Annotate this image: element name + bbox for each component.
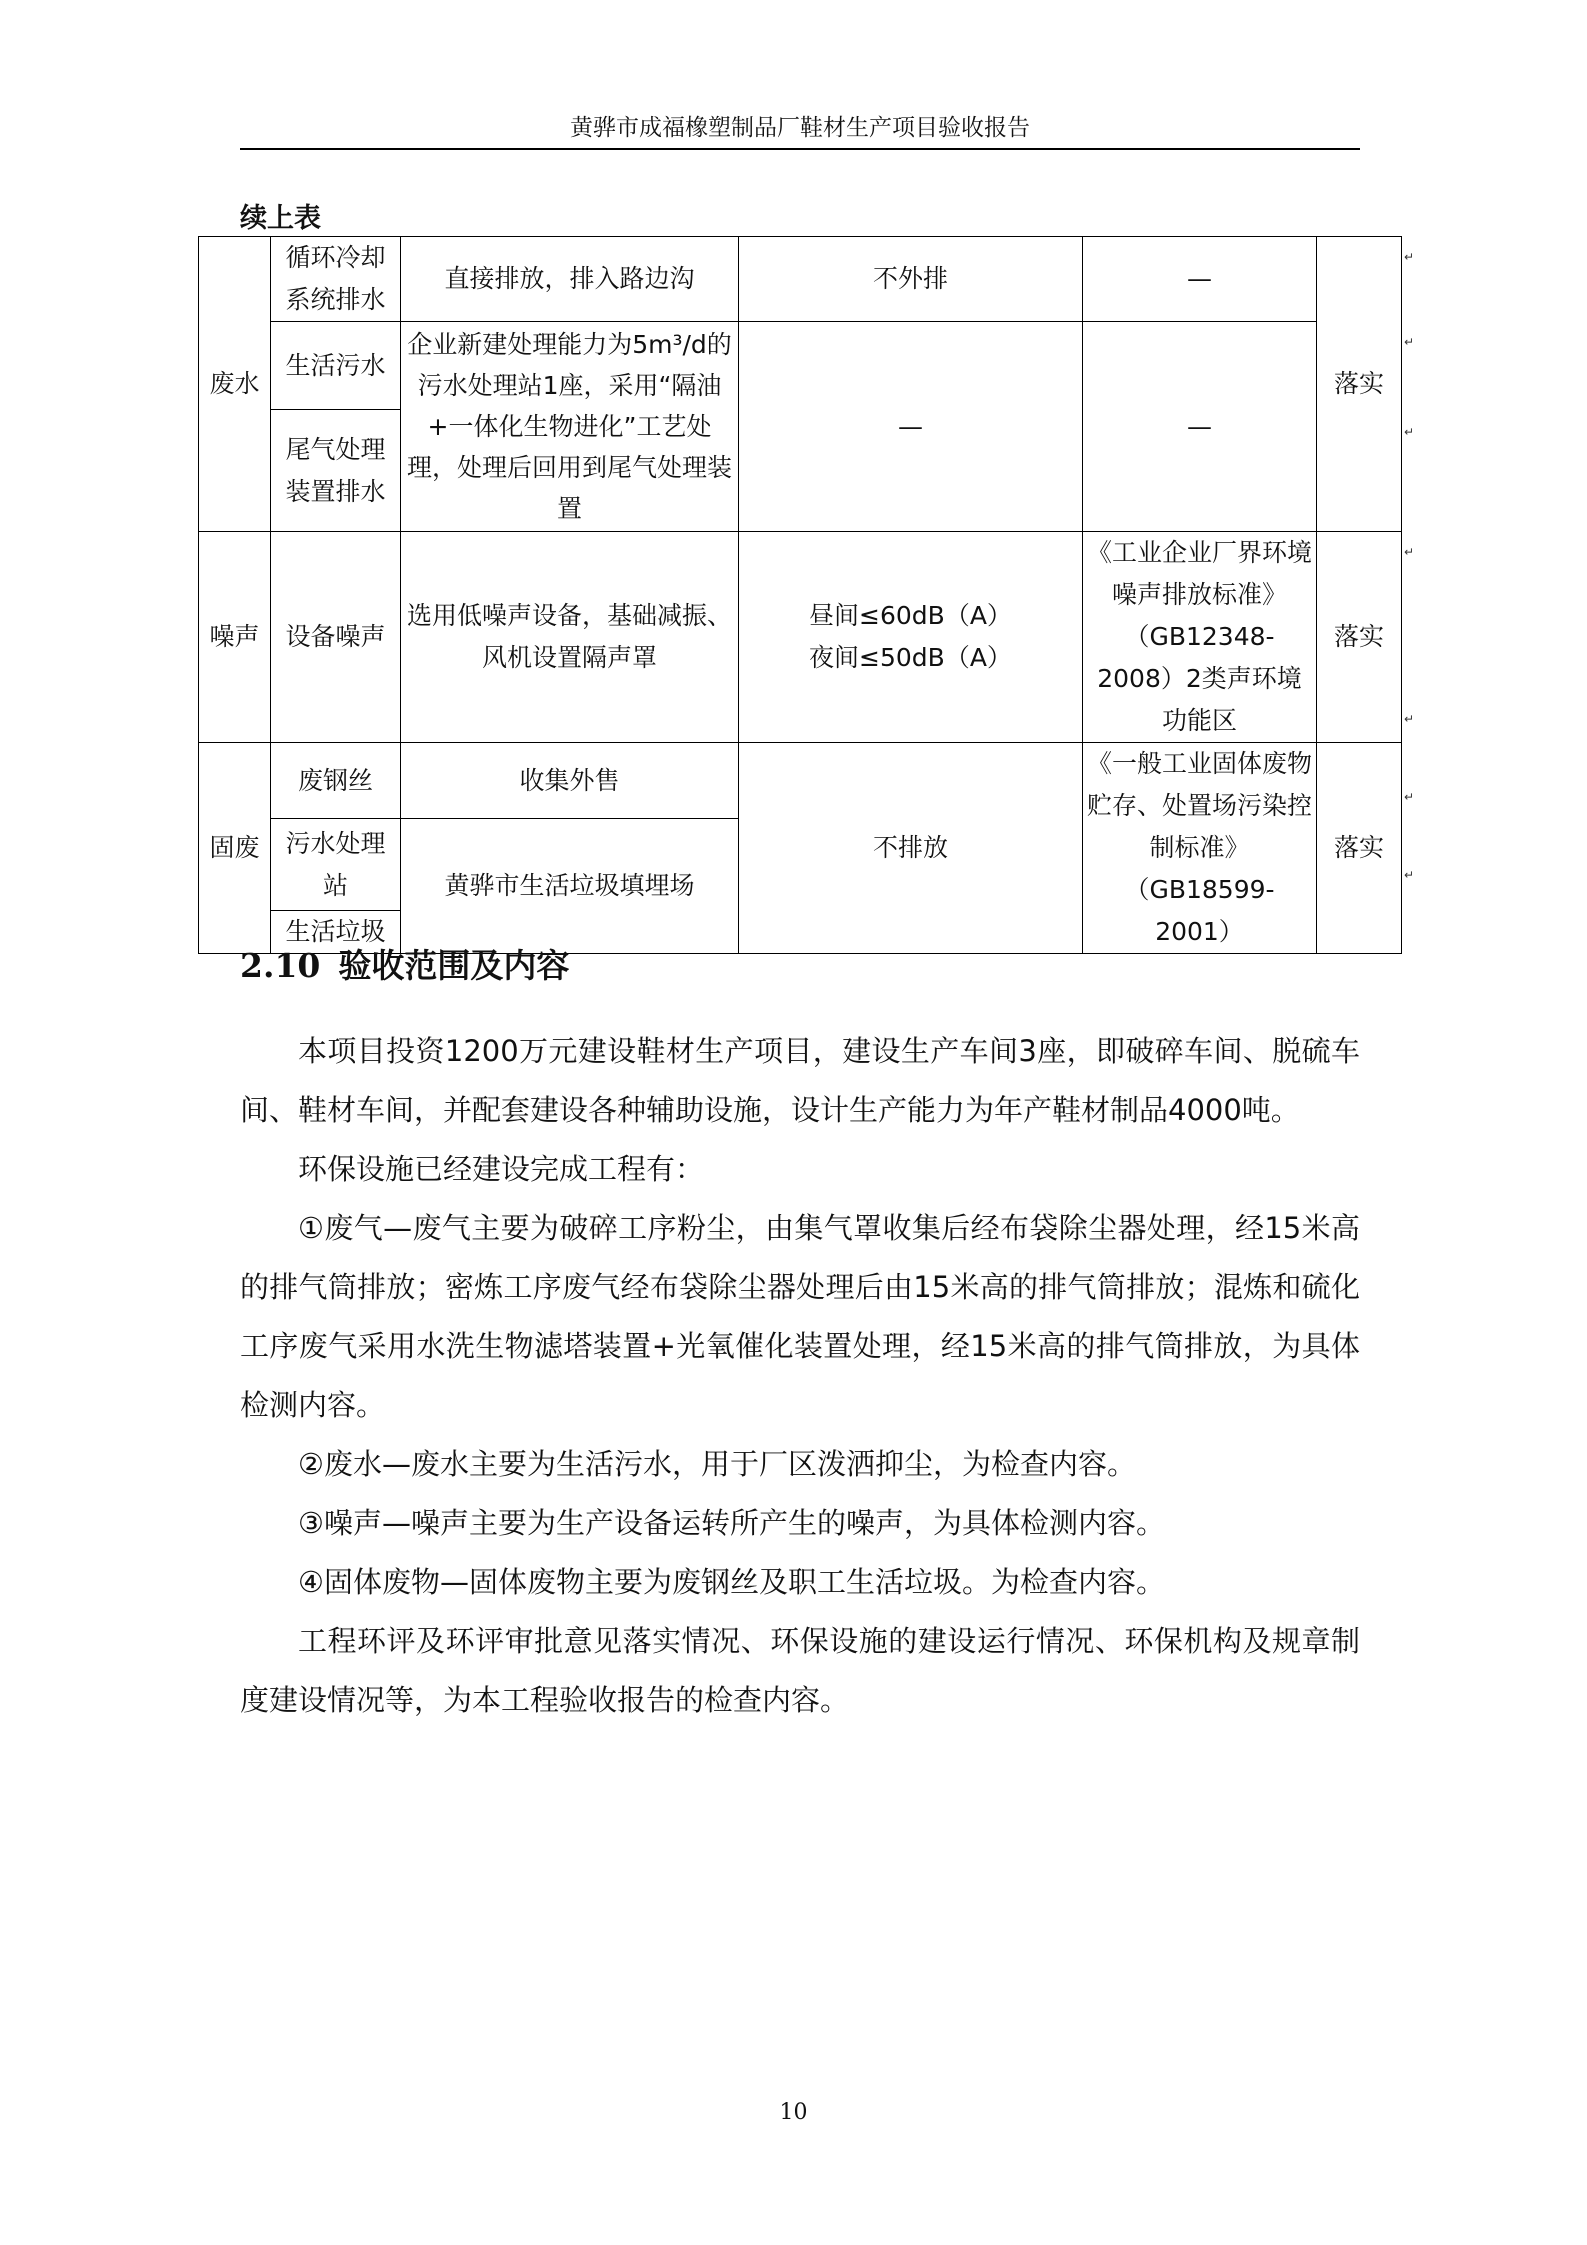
paragraph: 环保设施已经建设完成工程有： — [298, 1152, 705, 1186]
page-number: 10 — [779, 2100, 808, 2125]
paragraph-mark-icon: ↵ — [1404, 790, 1415, 804]
section-heading — [240, 940, 569, 987]
paragraph: 工程环评及环评审批意见落实情况、环保设施的建设运行情况、环保机构及规章制度建设情况等，为本工程验收报告的检查内容。 — [240, 1624, 1360, 1717]
section-body — [240, 1022, 1360, 1730]
paragraph: ③噪声—噪声主要为生产设备运转所产生的噪声，为具体检测内容。 — [298, 1506, 1165, 1540]
item-cell: 循环冷却系统排水 — [271, 237, 401, 322]
standard-cell: — — [1083, 237, 1317, 322]
status-cell: 落实 — [1317, 532, 1402, 743]
measure-cell: 选用低噪声设备，基础减振、风机设置隔声罩 — [401, 532, 739, 743]
category-cell: 固废 — [199, 743, 271, 954]
item-cell: 生活垃圾 — [271, 911, 401, 954]
item-cell: 设备噪声 — [271, 532, 401, 743]
standard-cell: 《工业企业厂界环境噪声排放标准》（GB12348-2008）2类声环境功能区 — [1083, 532, 1317, 743]
table-row — [199, 743, 1402, 819]
table-row — [199, 322, 1402, 410]
paragraph: ①废气—废气主要为破碎工序粉尘，由集气罩收集后经布袋除尘器处理，经15米高的排气筒排放；密炼工序废气经布袋除尘器处理后由15米高的排气筒排放；混炼和硫化工序废气采用水洗生物滤塔装置+光氧催化装置处理，经15米高的排气筒排放，为具体检测内容。 — [240, 1211, 1360, 1422]
header-rule — [240, 148, 1360, 150]
paragraph-mark-icon: ↵ — [1404, 250, 1415, 264]
item-cell: 废钢丝 — [271, 743, 401, 819]
measure-cell: 企业新建处理能力为5m³/d的污水处理站1座，采用“隔油+一体化生物进化”工艺处理，处理后回用到尾气处理装置 — [401, 322, 739, 532]
item-cell: 污水处理站 — [271, 819, 401, 911]
paragraph-mark-icon: ↵ — [1404, 545, 1415, 559]
category-cell: 废水 — [199, 237, 271, 532]
item-cell: 尾气处理装置排水 — [271, 410, 401, 532]
table-row — [199, 237, 1402, 322]
measure-cell: 黄骅市生活垃圾填埋场 — [401, 819, 739, 954]
paragraph: 本项目投资1200万元建设鞋材生产项目，建设生产车间3座，即破碎车间、脱硫车间、鞋材车间，并配套建设各种辅助设施，设计生产能力为年产鞋材制品4000吨。 — [240, 1034, 1360, 1127]
measure-cell: 收集外售 — [401, 743, 739, 819]
paragraph: ④固体废物—固体废物主要为废钢丝及职工生活垃圾。为检查内容。 — [298, 1565, 1165, 1599]
table-continued-label: 续上表 — [240, 203, 321, 234]
paragraph: ②废水—废水主要为生活污水，用于厂区泼洒抑尘，为检查内容。 — [298, 1447, 1136, 1481]
running-header: 黄骅市成福橡塑制品厂鞋材生产项目验收报告 — [570, 115, 1030, 141]
table-row — [199, 532, 1402, 743]
paragraph-mark-icon: ↵ — [1404, 868, 1415, 882]
paragraph-mark-icon: ↵ — [1404, 335, 1415, 349]
measure-cell: 直接排放，排入路边沟 — [401, 237, 739, 322]
status-cell: 落实 — [1317, 743, 1402, 954]
limit-cell — [739, 532, 1083, 743]
limit-cell: — — [739, 322, 1083, 532]
limit-cell: 不外排 — [739, 237, 1083, 322]
standard-cell: — — [1083, 322, 1317, 532]
limit-cell: 不排放 — [739, 743, 1083, 954]
status-cell: 落实 — [1317, 237, 1402, 532]
section-number: 2.10 — [240, 946, 321, 985]
standard-cell: 《一般工业固体废物贮存、处置场污染控制标准》（GB18599-2001） — [1083, 743, 1317, 954]
paragraph-mark-icon: ↵ — [1404, 425, 1415, 439]
environmental-measures-table — [198, 236, 1402, 954]
item-cell: 生活污水 — [271, 322, 401, 410]
limit-day: 昼间≤60dB（A） — [809, 601, 1012, 630]
paragraph-mark-icon: ↵ — [1404, 712, 1415, 726]
category-cell: 噪声 — [199, 532, 271, 743]
limit-night: 夜间≤50dB（A） — [809, 643, 1012, 672]
section-title: 验收范围及内容 — [338, 946, 570, 985]
